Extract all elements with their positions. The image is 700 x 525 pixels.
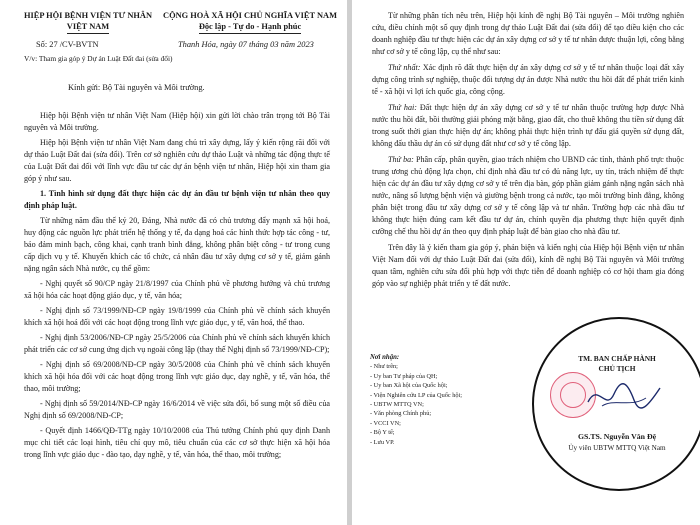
point-lead: Thứ nhất:: [388, 63, 421, 72]
document-date: Thanh Hóa, ngày 07 tháng 03 năm 2023: [178, 40, 314, 49]
handwritten-signature: [584, 376, 664, 416]
list-item: - Nghị quyết số 90/CP ngày 21/8/1997 của Chính phủ về phương hướng và chủ trương xã hội hóa các hoạt động giáo dục, y tế, văn hóa;: [24, 279, 330, 300]
recipient-item: - Bộ Y tế;: [370, 429, 395, 437]
closing-paragraph: Trên đây là ý kiến tham gia góp ý, phản biện và kiến nghị của Hiệp hội Bệnh viện tư nhân Việt Nam đối với dự thảo Luật Đất đai (sửa đổi), kính đề nghị Bộ Tài nguyên và Môi trường quan tâm, nghiên cứu sửa đổi phù hợp với thực tiễn để doanh nghiệp có cơ hội tham gia đóng góp vào sự nghiệp phát triển y tế đất nước.: [372, 243, 684, 288]
org-name-line1: HIỆP HỘI BỆNH VIỆN TƯ NHÂN: [23, 11, 153, 20]
list-item: - Quyết định 1466/QĐ-TTg ngày 10/10/2008 của Thủ tướng Chính phủ quy định Danh mục chi tiết các loại hình, tiêu chí quy mô, tiêu chuẩn của các cơ sở thực hiện xã hội hóa trong lĩnh vực giáo dục - đào tạo, dạy nghề, y tế, văn hóa, thể thao, môi trường;: [24, 426, 330, 459]
recipient-item: - UBTW MTTQ VN;: [370, 401, 424, 409]
document-number: Số: 27 /CV-BVTN: [36, 40, 99, 49]
right-body-text: [372, 10, 684, 294]
republic-title: CỘNG HOÀ XÃ HỘI CHỦ NGHĨA VIỆT NAM: [163, 11, 337, 20]
sign-title-line2: CHỦ TỊCH: [598, 364, 636, 373]
signature-block-title: [532, 354, 700, 374]
list-item: - Nghị định số 73/1999/NĐ-CP ngày 19/8/1999 của Chính phủ về chính sách khuyến khích xã hội hoá đối với các hoạt động trong lĩnh vực giáo dục, y tế, văn hoá, thể thao.: [24, 306, 330, 327]
list-item: - Nghị định 53/2006/NĐ-CP ngày 25/5/2006 của Chính phủ về chính sách khuyến khích phát triển các cơ sở cung ứng dịch vụ ngoài công lập (thay thế Nghị định số 73/1999/NĐ-CP);: [24, 333, 330, 354]
document-subject: V/v: Tham gia góp ý Dự án Luật Đất đai (sửa đổi): [24, 54, 173, 63]
point-lead: Thứ hai:: [388, 103, 417, 112]
issuing-organization: [18, 10, 158, 34]
sign-title-line1: TM. BAN CHẤP HÀNH: [578, 354, 656, 363]
section-heading: 1. Tình hình sử dụng đất thực hiện các dự án đầu tư bệnh viện tư nhân theo quy định pháp luật.: [24, 189, 330, 210]
point-1: [372, 62, 684, 98]
signer-name: GS.TS. Nguyễn Văn Đệ: [577, 432, 657, 441]
left-page: [0, 0, 347, 525]
point-2: [372, 102, 684, 150]
paragraph: Hiệp hội Bệnh viện tư nhân Việt Nam (Hiệp hội) xin gửi lời chào trân trọng tới Bộ Tài nguyên và Môi trường.: [24, 111, 330, 132]
point-3: [372, 154, 684, 238]
recipient-line: Kính gửi: Bộ Tài nguyên và Môi trường.: [68, 83, 205, 92]
signer-organization: Ủy viên UBTW MTTQ Việt Nam: [568, 444, 666, 452]
paragraph: Từ những năm đầu thế kỷ 20, Đảng, Nhà nước đã có chủ trương đẩy mạnh xã hội hoá, huy động các nguồn lực phát triển hệ thống y tế, đa dạng hoá các hình thức hợp tác công - tư, bảo đảm minh bạch, công khai, cạnh tranh bình đẳng, không phân biệt công - tư trong cung cấp dịch vụ y tế. Khuyến khích các tổ chức, cá nhân đầu tư xây dựng cơ sở y tế, giảm gánh nặng ngân sách Nhà nước, cụ thể gồm:: [24, 216, 330, 273]
paragraph: Hiệp hội Bệnh viện tư nhân Việt Nam đang chủ trì xây dựng, lấy ý kiến rộng rãi đối với dự thảo Luật Đất đai (sửa đổi). Trên cơ sở nghiên cứu dự thảo Luật và những tác động thực tế của Luật Đất đai đối với lĩnh vực đầu tư các dự án bệnh viện tư nhân, Hiệp hội xin tham gia góp ý như sau.: [24, 138, 330, 183]
paragraph: Từ những phân tích nêu trên, Hiệp hội kính đề nghị Bộ Tài nguyên – Môi trường nghiên cứu, điều chỉnh một số quy định trong dự thảo Luật Đất đai (sửa đổi) để tạo điều kiện cho các doanh nghiệp đầu tư thực hiện các dự án xây dựng cơ sở y tế tư nhân được thuận lợi, công bằng như cơ sở y tế công lập, cụ thể như sau:: [372, 11, 684, 56]
recipients-title: Nơi nhận:: [370, 354, 400, 361]
recipient-item: - Như trên;: [370, 363, 398, 371]
recipient-item: - Uy ban Tư pháp của QH;: [370, 372, 438, 380]
list-item: - Nghị định số 69/2008/NĐ-CP ngày 30/5/2008 của Chính phủ về chính sách khuyến khích xã hội hóa đối với các hoạt động trong lĩnh vực giáo dục, dạy nghề, y tế, văn hóa, thể thao, môi trường;: [24, 360, 330, 393]
recipient-item: - Lưu VP.: [370, 438, 395, 446]
recipient-item: - Viện Nghiên cứu LP của Quốc hội;: [370, 391, 463, 399]
national-motto: Độc lập - Tự do - Hạnh phúc: [199, 21, 301, 34]
national-header: [160, 10, 340, 34]
recipients-list: [370, 353, 520, 447]
recipient-item: - Uy ban Xã hội của Quốc hội;: [370, 382, 448, 390]
point-lead: Thứ ba:: [388, 155, 414, 164]
point-text: Xác định rõ đất thực hiện dự án xây dựng cơ sở y tế tư nhân thuộc loại đất xây dựng công trình sự nghiệp, thuộc đối tượng dự án được Nhà nước thu hồi đất để phát triển kinh tế - xã hội vì lợi ích quốc gia, công cộng.: [372, 63, 684, 96]
point-text: Đất thực hiện dự án xây dựng cơ sở y tế tư nhân thuộc trường hợp được Nhà nước thu hồi đất, bồi thường giải phóng mặt bằng, giao đất, cho thuê không thu tiền sử dụng đất trong suốt thời gian thực hiện dự án; không phải thực hiện trình tự đấu giá quyền sử dụng đất, không đấu thầu dự án có sử dụng đất như cơ sở y tế công lập.: [372, 103, 684, 148]
recipient-item: - VCCI VN;: [370, 419, 401, 427]
right-page: [352, 0, 700, 525]
point-text: Phân cấp, phân quyền, giao trách nhiệm cho UBND các tỉnh, thành phố trực thuộc trung ương chủ động lựa chọn, chỉ định nhà đầu tư có đủ năng lực, uy tín, trách nhiệm để thực hiện các dự án đầu tư xây dựng cơ sở y tế trên địa bàn, góp phần giảm gánh nặng ngân sách nhà nước, nâng số lượng bệnh viện và giường bệnh trong cả nước, tạo môi trường bình đẳng, không phân biệt trong đầu tư xây dựng cơ sở y tế công lập và tư nhân. Trường hợp các nhà đầu tư không thực hiện đúng cam kết đầu tư dự án, chính quyền địa phương thực hiện quyết định cưỡng chế thu hồi dự án theo quy định pháp luật để bàn giao cho nhà đầu tư.: [372, 155, 684, 236]
recipient-item: - Văn phòng Chính phủ;: [370, 410, 432, 418]
left-body-text: [24, 110, 330, 464]
org-name-line2: VIỆT NAM: [67, 21, 109, 34]
list-item: - Nghị định số 59/2014/NĐ-CP ngày 16/6/2014 về việc sửa đổi, bổ sung một số điều của Nghị định số 69/2008/NĐ-CP;: [24, 399, 330, 420]
